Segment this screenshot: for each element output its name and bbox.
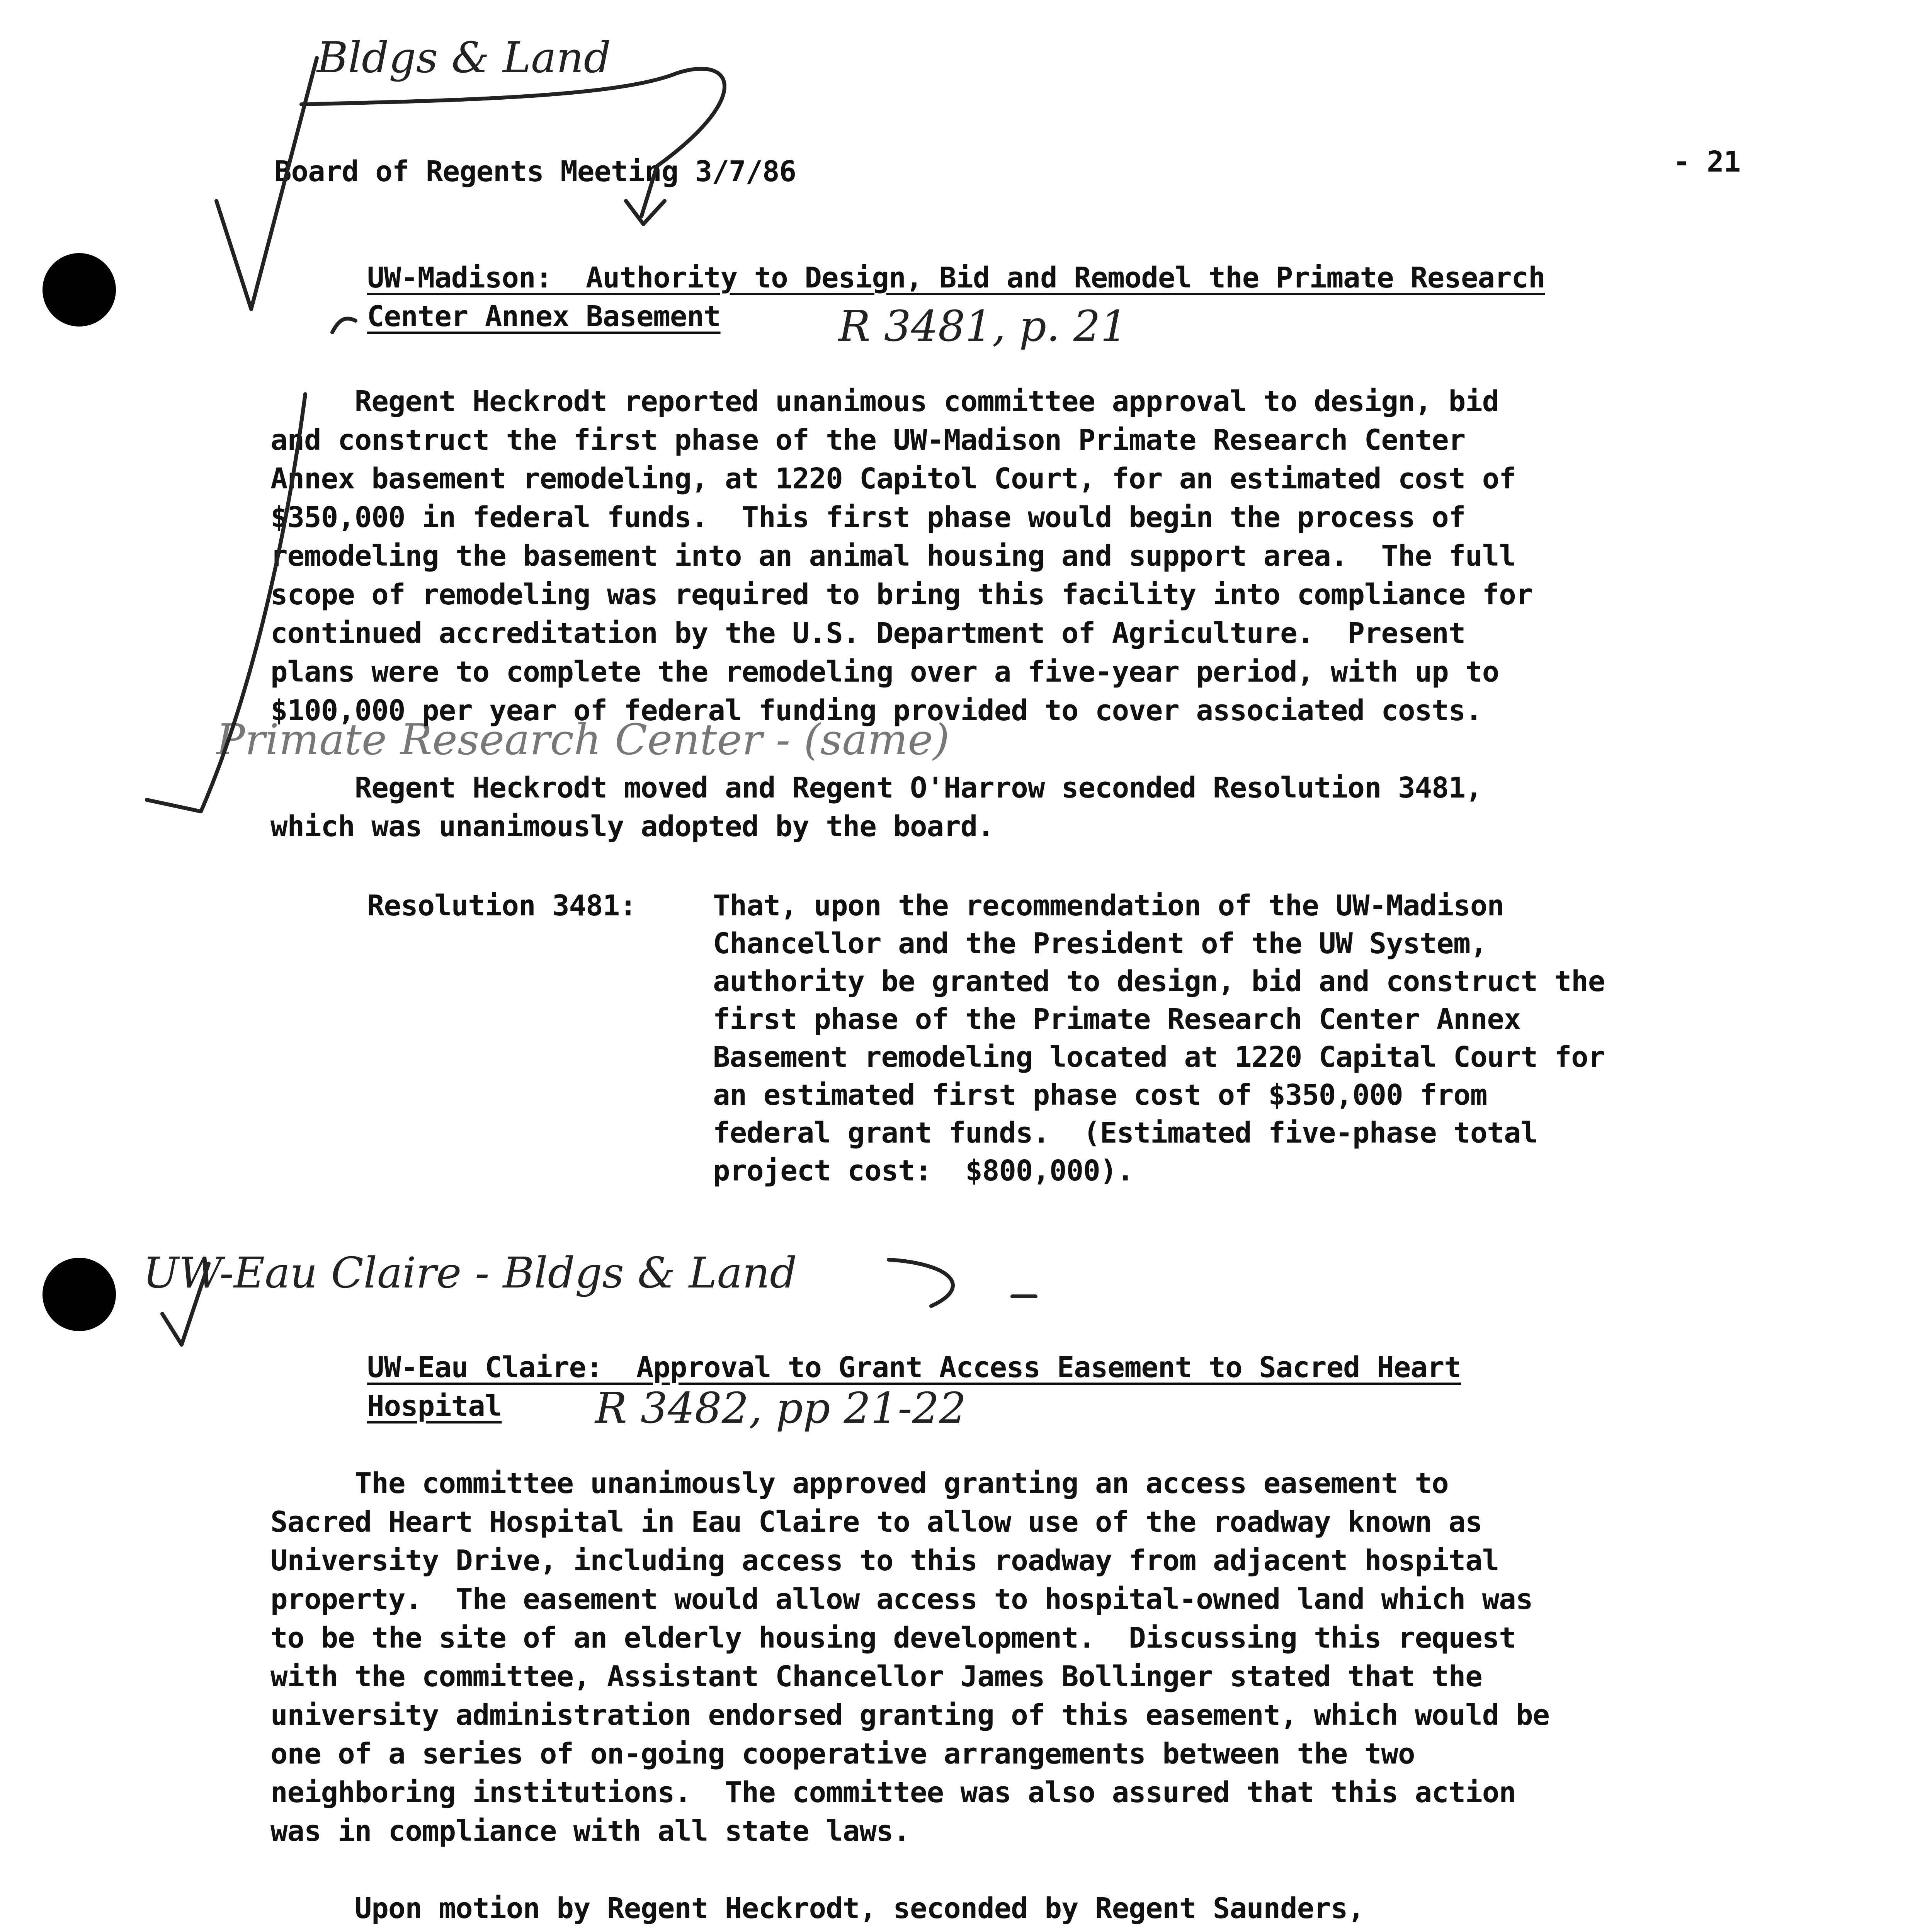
paragraph-line: Annex basement remodeling, at 1220 Capitol Court, for an estimated cost of — [270, 462, 1516, 495]
section2-motion — [270, 1889, 1364, 1932]
paragraph-line: property. The easement would allow access to hospital-owned land which was — [270, 1583, 1533, 1616]
resolution-line: federal grant funds. (Estimated five-phase total — [713, 1116, 1538, 1150]
motion-line: Upon motion by Regent Heckrodt, seconded by Regent Saunders, — [270, 1892, 1364, 1925]
handwritten-note-bldgs-land: Bldgs & Land — [317, 33, 611, 82]
paragraph-line: University Drive, including access to this roadway from adjacent hospital — [270, 1544, 1499, 1577]
handwritten-note-primate: Primate Research Center - (same) — [216, 715, 950, 764]
motion-line: which was unanimously adopted by the board. — [270, 810, 994, 843]
resolution-line: an estimated first phase cost of $350,000 from — [713, 1078, 1487, 1112]
paragraph-line: Regent Heckrodt reported unanimous committee approval to design, bid — [270, 385, 1499, 418]
resolution-line: first phase of the Primate Research Center Annex — [713, 1003, 1521, 1036]
paragraph-line: with the committee, Assistant Chancellor James Bollinger stated that the — [270, 1660, 1482, 1693]
paragraph-line: remodeling the basement into an animal housing and support area. The full — [270, 539, 1516, 573]
eau-claire-note-swoosh — [889, 1260, 953, 1306]
resolution-line: authority be granted to design, bid and construct the — [713, 965, 1605, 998]
handwritten-ref-r3482: R 3482, pp 21-22 — [595, 1383, 966, 1433]
paragraph-line: to be the site of an elderly housing development. Discussing this request — [270, 1621, 1516, 1655]
paragraph-line: scope of remodeling was required to bring this facility into compliance for — [270, 578, 1533, 611]
heading-line: Hospital — [367, 1389, 502, 1423]
paragraph-line: university administration endorsed granting of this easement, which would be — [270, 1699, 1549, 1732]
resolution-line: Basement remodeling located at 1220 Capital Court for — [713, 1041, 1605, 1074]
paragraph-line: one of a series of on-going cooperative arrangements between the two — [270, 1737, 1415, 1770]
motion-line: Regent Heckrodt moved and Regent O'Harrow seconded Resolution 3481, — [270, 771, 1482, 804]
paragraph-line: $100,000 per year of federal funding provided to cover associated costs. — [270, 694, 1482, 727]
resolution-line: That, upon the recommendation of the UW-Madison — [713, 889, 1504, 922]
resolution-line: project cost: $800,000). — [713, 1154, 1134, 1187]
paragraph-line: and construct the first phase of the UW-Madison Primate Research Center — [270, 423, 1466, 457]
heading-line: UW-Eau Claire: Approval to Grant Access Easement to Sacred Heart — [367, 1351, 1461, 1384]
heading-line: UW-Madison: Authority to Design, Bid and Remodel the Primate Research — [367, 261, 1545, 294]
paragraph-line: Sacred Heart Hospital in Eau Claire to allow use of the roadway known as — [270, 1505, 1482, 1539]
top-note-arrowhead — [626, 201, 665, 224]
handwritten-ref-r3481: R 3481, p. 21 — [838, 301, 1128, 351]
paragraph-line: continued accreditation by the U.S. Department of Agriculture. Present — [270, 617, 1466, 650]
resolution-3481-text — [713, 887, 1605, 1269]
paragraph-line: The committee unanimously approved granting an access easement to — [270, 1467, 1449, 1500]
binder-hole-top — [43, 253, 116, 327]
top-note-underline — [301, 69, 724, 216]
resolution-line: Chancellor and the President of the UW System, — [713, 927, 1487, 960]
page-header-title: Board of Regents Meeting 3/7/86 — [274, 155, 796, 188]
resolution-label-3481: Resolution 3481: — [367, 889, 636, 922]
paragraph-line: $350,000 in federal funds. This first phase would begin the process of — [270, 501, 1466, 534]
page-number: - 21 — [1673, 145, 1741, 179]
heading-bracket — [332, 318, 355, 332]
paragraph-line: plans were to complete the remodeling over a five-year period, with up to — [270, 655, 1499, 689]
heading-line: Center Annex Basement — [367, 300, 721, 333]
handwritten-note-eau-claire: UW-Eau Claire - Bldgs & Land — [143, 1248, 797, 1298]
binder-hole-middle — [43, 1258, 116, 1331]
paragraph-line: neighboring institutions. The committee was also assured that this action — [270, 1776, 1516, 1809]
paragraph-line: was in compliance with all state laws. — [270, 1815, 910, 1848]
